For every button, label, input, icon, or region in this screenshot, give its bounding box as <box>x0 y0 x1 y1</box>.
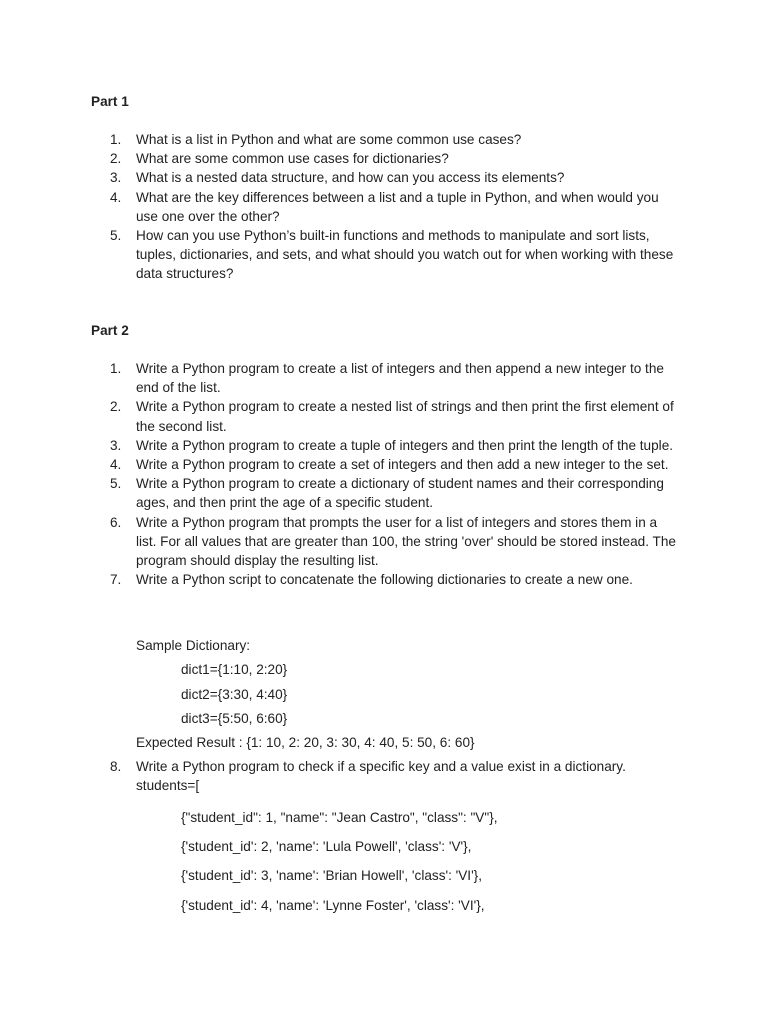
item-number: 7. <box>110 572 122 588</box>
list-item <box>0 513 676 571</box>
item-text: What is a nested data structure, and how can you access its elements? <box>136 170 565 186</box>
list-item <box>0 570 676 589</box>
part1-question-list <box>0 130 768 284</box>
item-text: Write a Python program to create a nested list of strings and then print the first element of the second list. <box>136 399 674 434</box>
item-number: 6. <box>110 514 122 530</box>
item-text: Write a Python script to concatenate the following dictionaries to create a new one. <box>136 572 633 588</box>
item-text: What are the key differences between a list and a tuple in Python, and when would you use one over the other? <box>136 189 659 224</box>
item-text <box>136 757 676 795</box>
item-number: 1. <box>110 361 122 376</box>
item-text: How can you use Python’s built-in functions and methods to manipulate and sort lists, tuples, dictionaries, and sets, and what should you watch out for when working with these data structures? <box>136 228 674 282</box>
item-number: 2. <box>110 151 122 167</box>
list-item <box>0 130 676 149</box>
student-entry-2: {'student_id': 2, 'name': 'Lula Powell', 'class': 'V'}, <box>181 839 472 854</box>
expected-result: Expected Result : {1: 10, 2: 20, 3: 30, 4: 40, 5: 50, 6: 60} <box>136 735 475 750</box>
sample-dictionary-label: Sample Dictionary: <box>136 638 251 653</box>
item-number: 3. <box>110 170 122 186</box>
list-item <box>0 359 676 397</box>
item-number: 2. <box>110 399 122 415</box>
list-item <box>0 188 676 226</box>
item-number: 3. <box>110 437 122 453</box>
part1-heading: Part 1 <box>91 94 129 109</box>
item-number: 5. <box>110 476 122 492</box>
sample-dict2: dict2={3:30, 4:40} <box>181 687 288 702</box>
item-number: 8. <box>110 759 122 774</box>
sample-dict3: dict3={5:50, 6:60} <box>181 711 288 726</box>
item-text: What are some common use cases for dictionaries? <box>136 151 449 167</box>
sample-dict1: dict1={1:10, 2:20} <box>181 662 288 677</box>
student-entry-3: {'student_id': 3, 'name': 'Brian Howell', 'class': 'VI'}, <box>181 868 482 883</box>
student-entry-1: {"student_id": 1, "name": "Jean Castro", "class": "V"}, <box>181 810 498 825</box>
list-item <box>0 397 676 435</box>
item-text: Write a Python program to create a dictionary of student names and their corresponding ages, and then print the age of a specific student. <box>136 476 664 511</box>
item-text: Write a Python program that prompts the user for a list of integers and stores them in a list. For all values that are greater than 100, the string 'over' should be stored instead. The program should display the resulting list. <box>136 514 676 569</box>
list-item <box>0 436 676 455</box>
list-item <box>0 168 676 187</box>
question-8-line-2: students=[ <box>136 778 200 794</box>
list-item <box>0 474 676 512</box>
item-text: Write a Python program to create a set of integers and then add a new integer to the set. <box>136 457 669 473</box>
item-text: Write a Python program to create a list of integers and then append a new integer to the end of the list. <box>136 361 664 396</box>
item-number: 1. <box>110 132 122 147</box>
item-text: Write a Python program to create a tuple of integers and then print the length of the tuple. <box>136 437 674 453</box>
item-number: 4. <box>110 189 122 205</box>
list-item <box>0 149 676 168</box>
student-entry-4: {'student_id': 4, 'name': 'Lynne Foster', 'class': 'VI'}, <box>181 898 485 913</box>
list-item <box>0 226 676 284</box>
list-item <box>0 455 676 474</box>
part2-heading: Part 2 <box>91 323 129 338</box>
item-number: 5. <box>110 228 122 244</box>
part2-question-list <box>0 359 768 589</box>
item-text: What is a list in Python and what are some common use cases? <box>136 132 522 147</box>
item-number: 4. <box>110 457 122 473</box>
question-8-line-1: Write a Python program to check if a specific key and a value exist in a dictionary. <box>136 759 626 774</box>
